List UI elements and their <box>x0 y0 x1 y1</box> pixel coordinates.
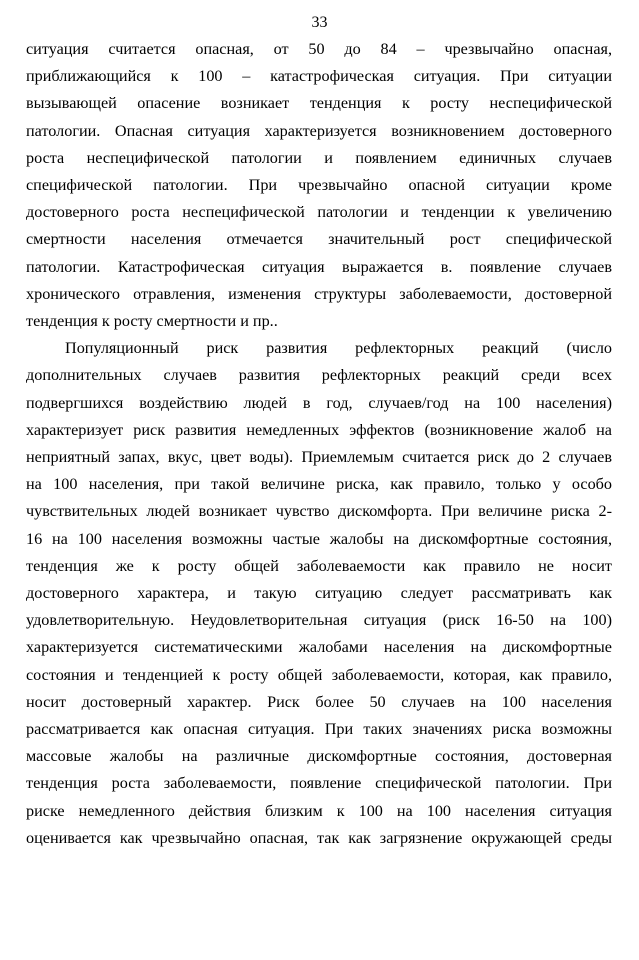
text-line: характеризуется систематическими жалобами населения на дискомфортные <box>26 638 612 657</box>
text-line: тенденция к росту смертности и пр.. <box>26 312 278 331</box>
text-line: состояния и тенденцией к росту общей заболеваемости, которая, как правило, <box>26 665 612 684</box>
text-line: приближающийся к 100 – катастрофическая ситуация. При ситуации <box>26 67 612 86</box>
text-line: смертности населения отмечается значительный рост специфической <box>26 230 612 249</box>
text-line: характеризует риск развития немедленных эффектов (возникновение жалоб на <box>26 420 612 439</box>
text-line: роста неспецифической патологии и появлением единичных случаев <box>26 148 612 167</box>
text-line: риске немедленного действия близким к 100 на 100 населения ситуация <box>26 801 612 820</box>
text-line: носит достоверный характер. Риск более 50 случаев на 100 населения <box>26 692 612 711</box>
text-line: ситуация считается опасная, от 50 до 84 – чрезвычайно опасная, <box>26 40 612 58</box>
text-line: специфической патологии. При чрезвычайно опасной ситуации кроме <box>26 176 612 195</box>
text-line: удовлетворительную. Неудовлетворительная ситуация (риск 16-50 на 100) <box>26 611 612 630</box>
text-line: Популяционный риск развития рефлекторных реакций (число <box>65 339 612 358</box>
text-line: чувствительных людей возникает чувство дискомфорта. При величине риска 2- <box>26 502 612 521</box>
text-line: тенденция же к росту общей заболеваемости как правило не носит <box>26 556 612 575</box>
paragraph-1 <box>26 36 612 335</box>
text-line: рассматривается как опасная ситуация. При таких значениях риска возможны <box>26 720 612 739</box>
paragraph-2 <box>26 335 612 852</box>
text-line: неприятный запах, вкус, цвет воды). Приемлемым считается риск до 2 случаев <box>26 448 612 467</box>
text-line: хронического отравления, изменения структуры заболеваемости, достоверной <box>26 284 612 303</box>
text-line: патологии. Опасная ситуация характеризуется возникновением достоверного <box>26 121 612 140</box>
text-line: оценивается как чрезвычайно опасная, так как загрязнение окружающей среды <box>26 828 612 847</box>
text-line: на 100 населения, при такой величине риска, как правило, только у особо <box>26 475 612 494</box>
text-line: дополнительных случаев развития рефлекторных реакций среди всех <box>26 366 612 385</box>
text-line: достоверного характера, и такую ситуацию следует рассматривать как <box>26 584 612 603</box>
text-line: массовые жалобы на различные дискомфортные состояния, достоверная <box>26 747 612 766</box>
text-line: 16 на 100 населения возможны частые жалобы на дискомфортные состояния, <box>26 529 612 548</box>
text-line: тенденция роста заболеваемости, появление специфической патологии. При <box>26 774 612 793</box>
document-body <box>26 36 612 852</box>
page-number: 33 <box>311 14 328 31</box>
text-line: патологии. Катастрофическая ситуация выражается в. появление случаев <box>26 257 612 276</box>
text-line: подвергшихся воздействию людей в год, случаев/год на 100 населения) <box>26 393 612 412</box>
text-line: вызывающей опасение возникает тенденция к росту неспецифической <box>26 94 612 113</box>
text-line: достоверного роста неспецифической патологии и тенденции к увеличению <box>26 203 612 222</box>
